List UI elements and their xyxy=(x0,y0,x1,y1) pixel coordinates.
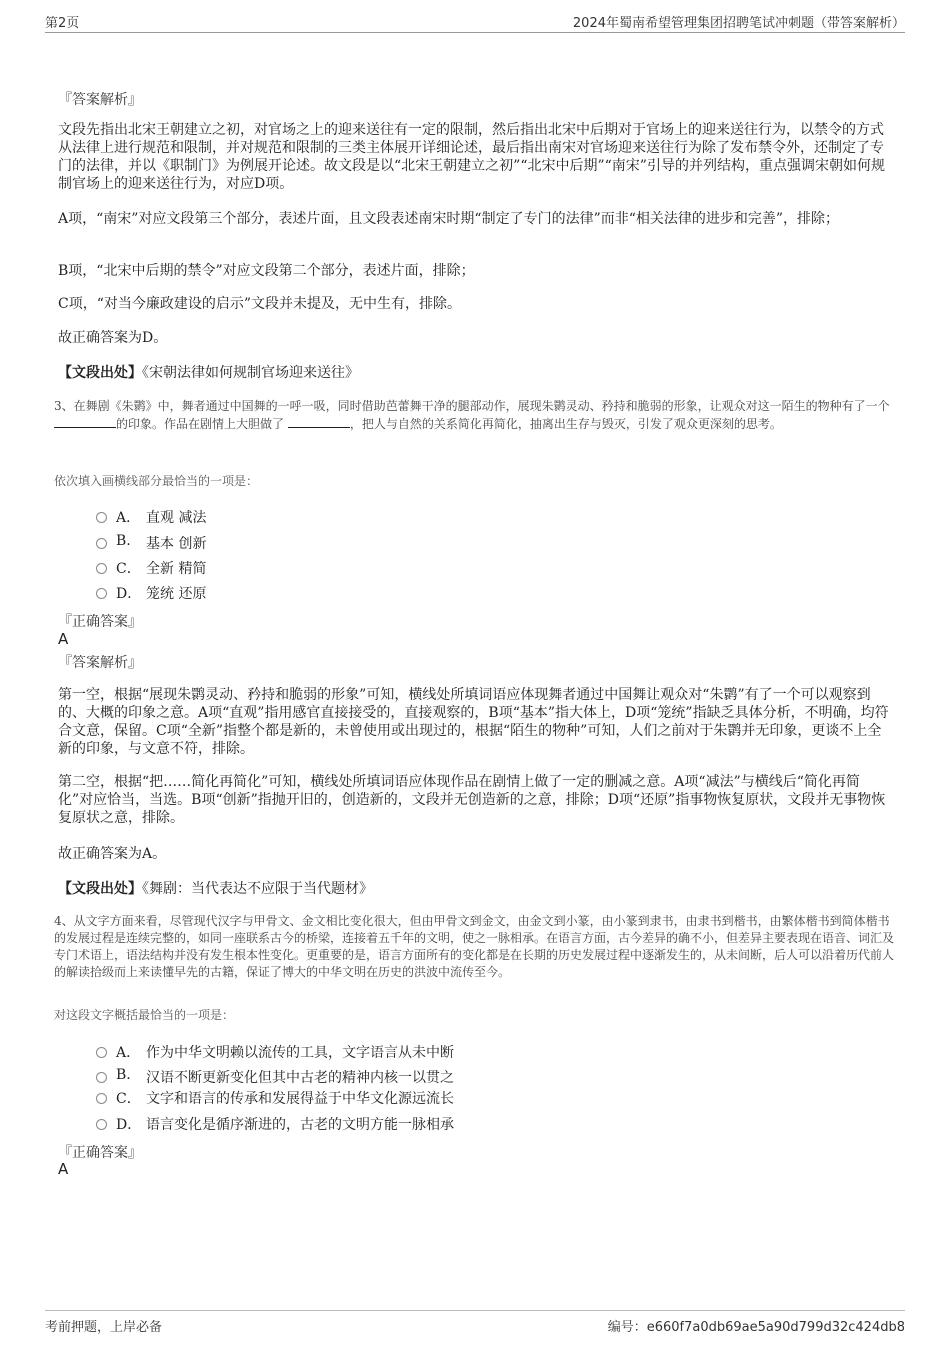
q3-source-label: 【文段出处】 xyxy=(58,881,142,897)
option-letter: D． xyxy=(116,1117,142,1133)
q3-analysis-label: 『答案解析』 xyxy=(58,655,142,671)
option-text: 直观 减法 xyxy=(146,510,207,526)
radio-button[interactable] xyxy=(96,1119,107,1130)
option-letter: D． xyxy=(116,586,142,602)
option-text: 文字和语言的传承和发展得益于中华文化源远流长 xyxy=(146,1091,454,1107)
option-text: 笼统 还原 xyxy=(146,586,207,602)
option-letter: B. xyxy=(116,533,131,549)
q2-analysis-paragraph-2: A项，“南宋”对应文段第三个部分，表述片面，且文段表述南宋时期“制定了专门的法律”而非“相关法律的进步和完善”，排除； xyxy=(58,211,840,227)
q4-correct-label: 『正确答案』 xyxy=(58,1145,142,1161)
option-letter: A． xyxy=(116,510,141,526)
q3-stem-part-2: 的印象。作品在剧情上大胆做了 xyxy=(116,417,288,431)
option-letter: C． xyxy=(116,1091,141,1107)
radio-button[interactable] xyxy=(96,1093,107,1104)
q2-source-title: 《宋朝法律如何规制官场迎来送往》 xyxy=(142,365,359,381)
q3-stem xyxy=(54,398,892,433)
option-text: 汉语不断更新变化但其中古老的精神内核一以贯之 xyxy=(146,1070,454,1086)
q4-stem: 4、从文字方面来看，尽管现代汉字与甲骨文、金文相比变化很大，但由甲骨文到金文，由金文到小篆，由小篆到隶书，由隶书到楷书，由繁体楷书到简体楷书的发展过程是连续完整的，如同一座联系古今的桥梁，连接着五千年的文明，使之一脉相承。在语言方面，古今差异的确不小，但差异主要表现在语音、词汇及专门术语上，语法结构并没有发生根本性变化。更重要的是，语言方面所有的变化都是在长期的历史发展过程中逐渐发生的，从未间断，后人可以沿着历代前人的解读拾级而上来读懂早先的古籍，保证了博大的中华文明在历史的洪波中流传至今。 xyxy=(54,914,895,979)
q2-source xyxy=(58,362,359,382)
q2-source-label: 【文段出处】 xyxy=(58,365,142,381)
q4-correct-answer: A xyxy=(58,1160,69,1178)
q2-analysis-paragraph-1: 文段先指出北宋王朝建立之初，对官场之上的迎来送往有一定的限制，然后指出北宋中后期对于官场上的迎来送往行为，以禁令的方式从法律上进行规范和限制，并对规范和限制的三类主体展开详细论述，最后指出南宋对官场迎来送往行为除了发布禁令外，还制定了专门的法律，并以《职制门》为例展开论述。故文段是以“北宋王朝建立之初”“北宋中后期”“南宋”引导的并列结构，重点强调宋朝如何规制官场上的迎来送往行为，对应D项。 xyxy=(58,122,885,192)
q3-correct-answer: A xyxy=(58,630,69,648)
q3-prompt: 依次填入画横线部分最恰当的一项是： xyxy=(54,474,259,488)
option-text: 作为中华文明赖以流传的工具，文字语言从未中断 xyxy=(146,1045,454,1061)
radio-button[interactable] xyxy=(96,1072,107,1083)
option-letter: A． xyxy=(116,1045,141,1061)
q3-source-title: 《舞剧：当代表达不应限于当代题材》 xyxy=(142,881,373,897)
q3-analysis-paragraph-3: 故正确答案为A。 xyxy=(58,846,167,862)
option-text: 基本 创新 xyxy=(146,536,207,552)
q3-analysis-paragraph-1: 第一空，根据“展现朱鹮灵动、矜持和脆弱的形象”可知，横线处所填词语应体现舞者通过中国舞让观众对“朱鹮”有了一个可以观察到的、大概的印象之意。A项“直观”指用感官直接接受的，直接观察的，B项“基本”指大体上，D项“笼统”指缺乏具体分析，不明确，均符合文意，保留。C项“全新”指整个都是新的，未曾使用或出现过的，根据“陌生的物种”可知，人们之前对于朱鹮并无印象，更谈不上全新的印象，与文意不符，排除。 xyxy=(58,687,889,757)
radio-button[interactable] xyxy=(96,1047,107,1058)
option-text: 语言变化是循序渐进的，古老的文明方能一脉相承 xyxy=(146,1117,454,1133)
option-letter: B. xyxy=(116,1067,131,1083)
option-text: 全新 精简 xyxy=(146,561,207,577)
page-header xyxy=(45,8,905,33)
page-footer xyxy=(45,1310,905,1337)
radio-button[interactable] xyxy=(96,538,107,549)
radio-button[interactable] xyxy=(96,563,107,574)
q3-blank-2[interactable] xyxy=(288,415,350,428)
radio-button[interactable] xyxy=(96,588,107,599)
q3-source xyxy=(58,878,373,898)
code-label: 编号： xyxy=(607,1320,647,1335)
q2-analysis-label: 『答案解析』 xyxy=(58,92,142,108)
option-letter: C． xyxy=(116,561,141,577)
q3-blank-1[interactable] xyxy=(54,415,116,428)
q2-analysis-paragraph-3: B项，“北宋中后期的禁令”对应文段第二个部分，表述片面，排除； xyxy=(58,263,475,279)
q2-analysis-paragraph-5: 故正确答案为D。 xyxy=(58,330,168,346)
q3-stem-part-3: ，把人与自然的关系简化再简化，抽离出生存与毁灭，引发了观众更深刻的思考。 xyxy=(349,417,782,431)
q3-analysis-paragraph-2: 第二空，根据“把……简化再简化”可知，横线处所填词语应体现作品在剧情上做了一定的删减之意。A项“减法”与横线后“简化再简化”对应恰当，当选。B项“创新”指抛开旧的，创造新的，文段并无创造新的之意，排除；D项“还原”指事物恢复原状，文段并无事物恢复原状之意，排除。 xyxy=(58,774,886,826)
radio-button[interactable] xyxy=(96,512,107,523)
q2-analysis-paragraph-4: C项，“对当今廉政建设的启示”文段并未提及，无中生有，排除。 xyxy=(58,296,462,312)
footer-slogan: 考前押题，上岸必备 xyxy=(45,1320,163,1335)
code-value: e660f7a0db69ae5a90d799d32c424db8 xyxy=(646,1320,905,1335)
document-code xyxy=(608,1316,905,1335)
q3-correct-label: 『正确答案』 xyxy=(58,614,142,630)
q3-stem-part-1: 3、在舞剧《朱鹮》中，舞者通过中国舞的一呼一吸，同时借助芭蕾舞干净的腿部动作，展现朱鹮灵动、矜持和脆弱的形象，让观众对这一陌生的物种有了一个 xyxy=(54,399,890,413)
page-number: 第2页 xyxy=(45,16,80,31)
q4-prompt: 对这段文字概括最恰当的一项是： xyxy=(54,1008,235,1022)
document-title: 2024年蜀南希望管理集团招聘笔试冲刺题（带答案解析） xyxy=(572,16,905,31)
